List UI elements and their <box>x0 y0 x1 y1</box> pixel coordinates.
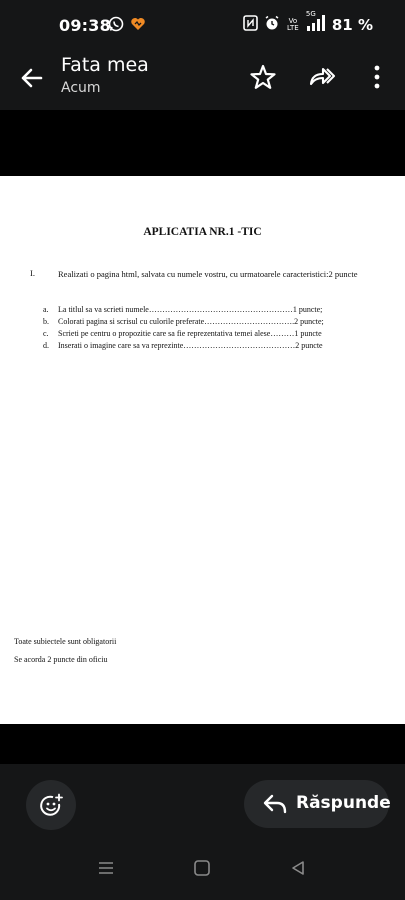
document-title: APLICATIA NR.1 -TIC <box>143 226 262 238</box>
signal-icon: 5G <box>306 15 326 35</box>
list-item: c. Scrieti pe centru o propozitie care sa fie reprezentativa temei alese………1 puncte <box>43 329 322 338</box>
list-item: d. Inserati o imagine care sa va reprezinte……………………………………2 puncte <box>43 341 323 350</box>
home-icon[interactable] <box>192 858 212 882</box>
alarm-icon <box>264 15 280 35</box>
reply-button[interactable] <box>244 780 389 828</box>
app-bar <box>0 50 405 110</box>
question-text: Realizati o pagina html, salvata cu numele vostru, cu urmatoarele caracteristici:2 puncte <box>58 269 358 279</box>
more-options-icon[interactable] <box>362 62 392 92</box>
chat-subtitle: Acum <box>61 80 101 96</box>
star-icon[interactable] <box>248 62 278 92</box>
question-number: I. <box>30 268 35 278</box>
footer-note: Toate subiectele sunt obligatorii <box>14 637 117 646</box>
emoji-add-icon <box>39 793 65 823</box>
footer-note: Se acorda 2 puncte din oficiu <box>14 655 108 664</box>
document-image[interactable] <box>0 176 405 724</box>
volte-icon: Vo LTE <box>287 17 299 32</box>
list-item: a. La titlul sa va scrieti numele………………………………………………1 puncte; <box>43 305 323 314</box>
list-item: b. Colorati pagina si scrisul cu culorile preferate…………………………….2 puncte; <box>43 317 324 326</box>
chat-title[interactable]: Fata mea <box>61 54 149 76</box>
reply-arrow-icon <box>262 792 288 820</box>
battery-level: 81 % <box>331 16 373 34</box>
nfc-icon <box>243 15 258 35</box>
forward-all-icon[interactable] <box>308 62 338 92</box>
recent-apps-icon[interactable] <box>96 858 116 882</box>
emoji-reaction-button[interactable] <box>26 780 76 830</box>
reply-label: Răspunde <box>296 793 391 813</box>
back-nav-icon[interactable] <box>288 858 308 882</box>
back-arrow-icon[interactable] <box>16 62 48 94</box>
status-time: 09:38 <box>59 16 111 35</box>
whatsapp-icon <box>108 16 124 36</box>
status-bar <box>0 0 405 50</box>
heart-app-icon <box>130 16 146 36</box>
